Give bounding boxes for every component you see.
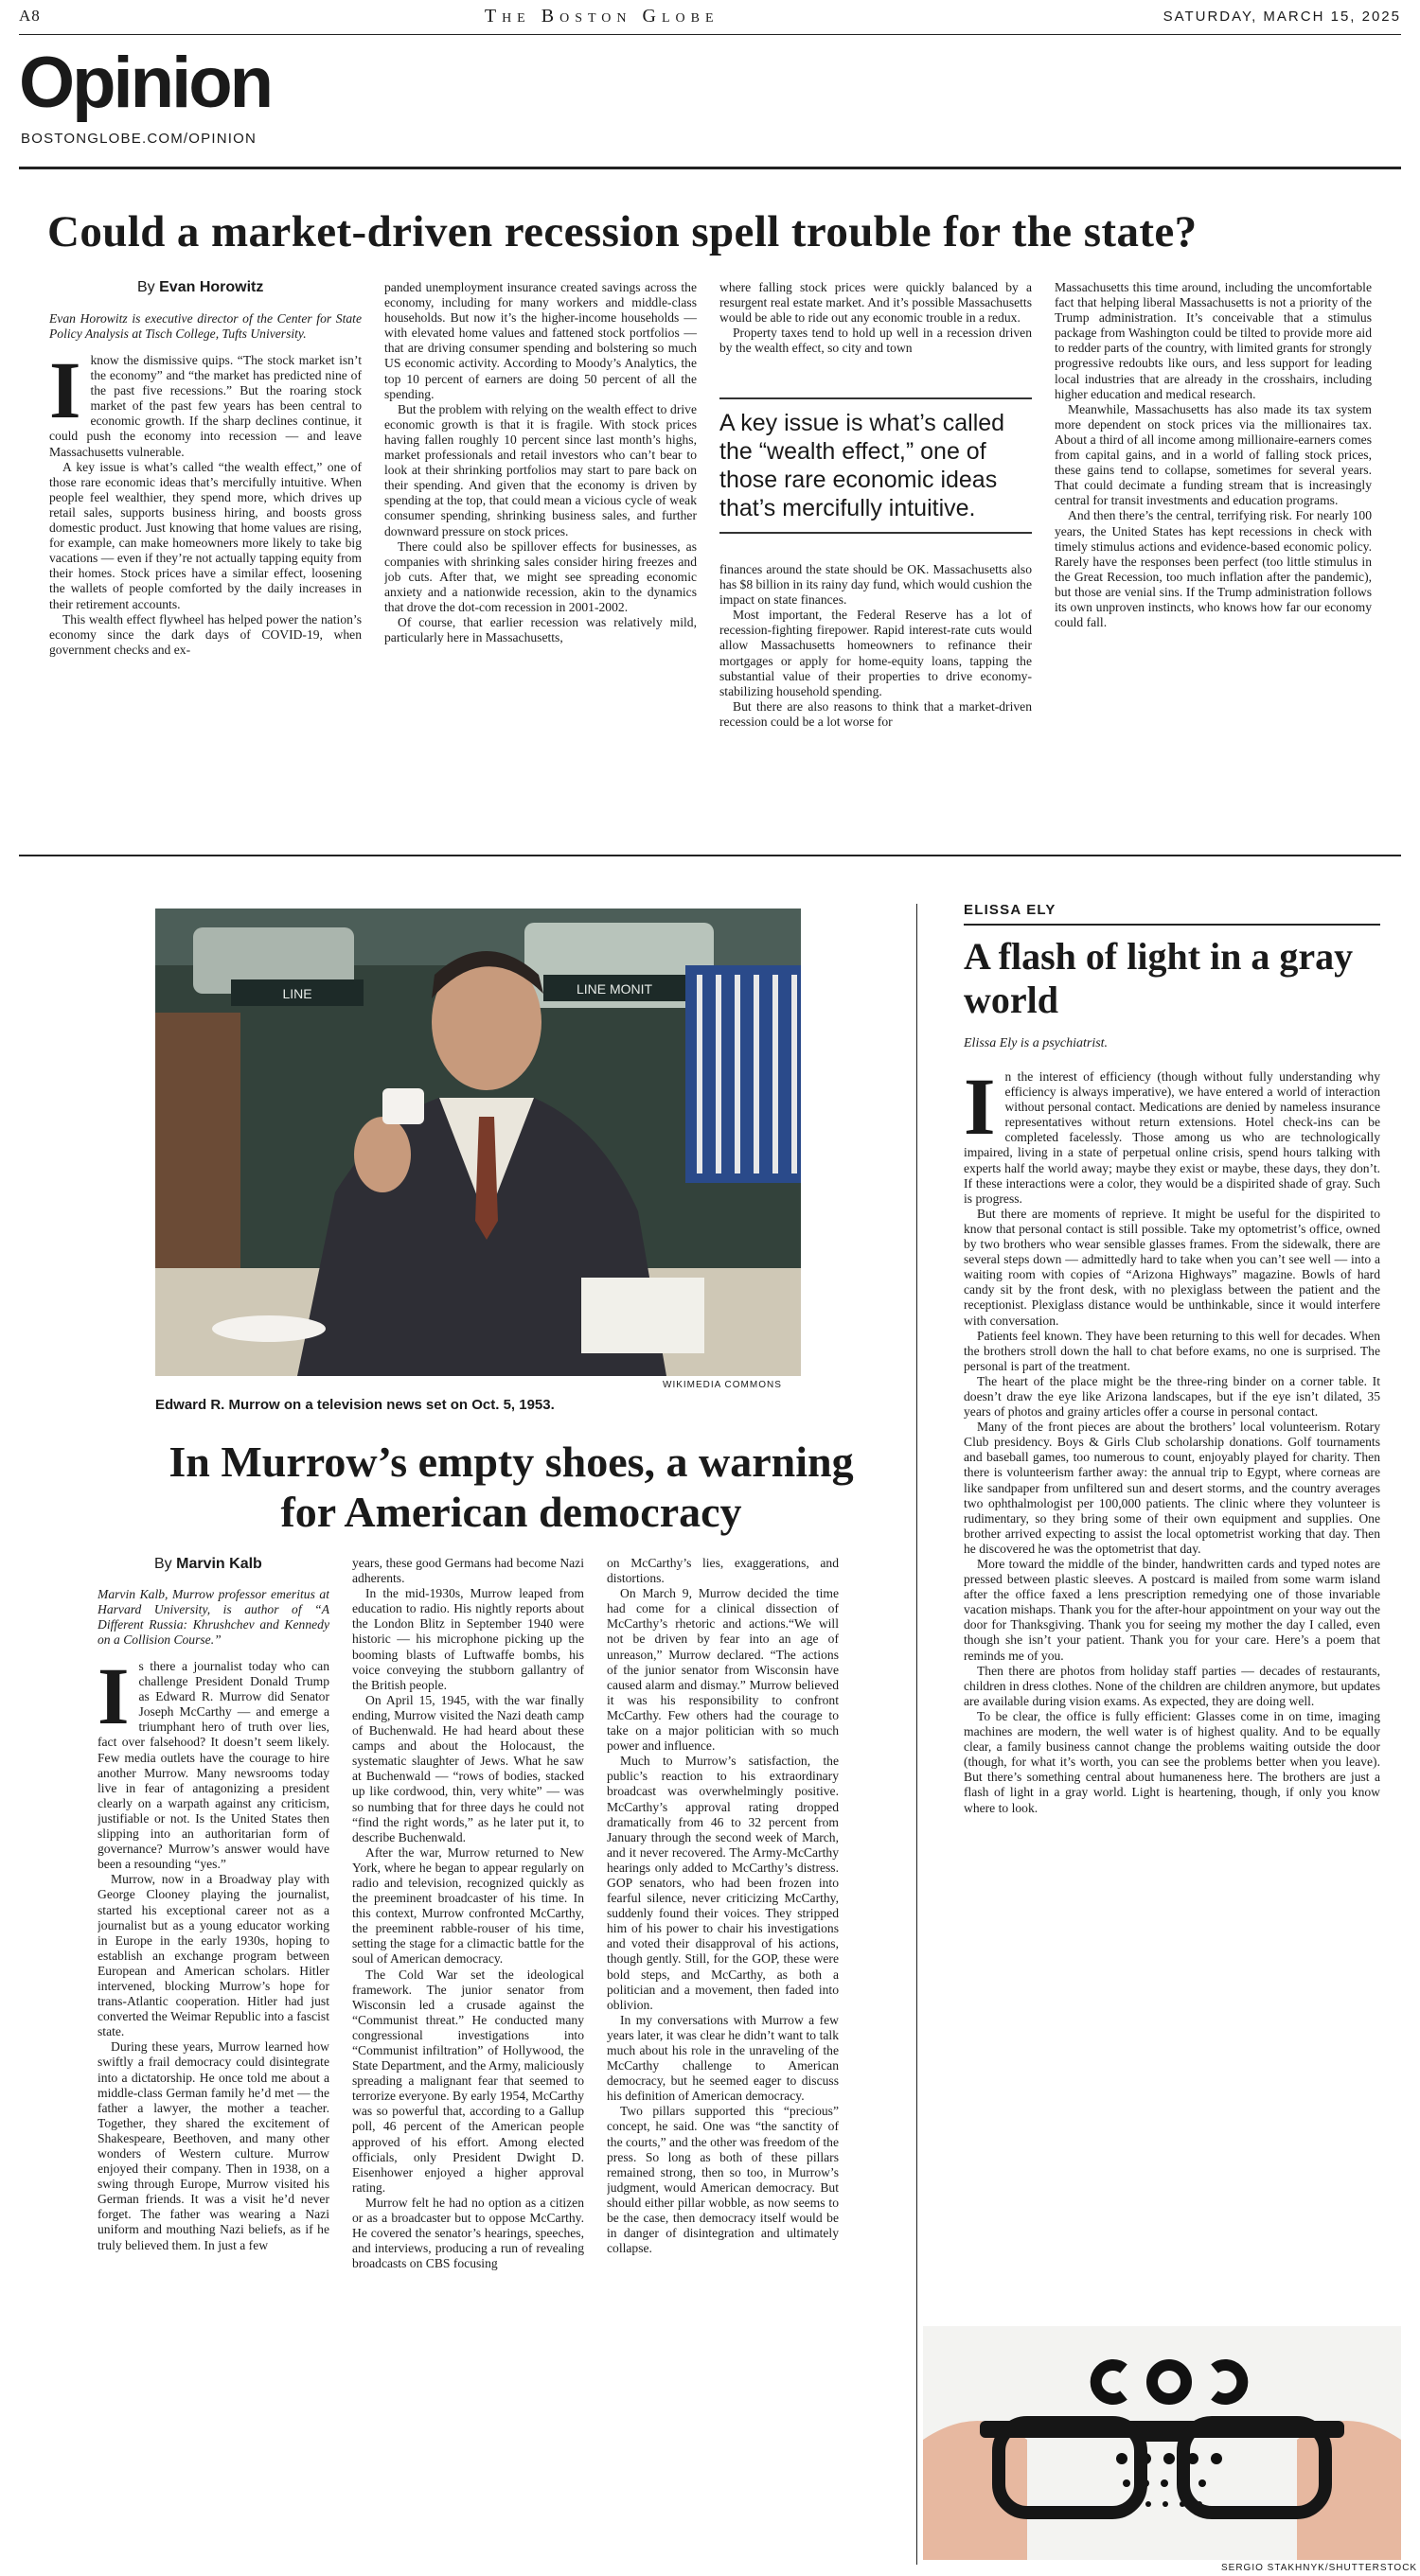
article1-paragraph: Massachusetts this time around, including the uncomfortable fact that helping liberal Massachusetts is not a priority of the Trump administration. It’s conceivable that a stimulus package from Washington could be tilted to provide more aid to redder parts of the country, with limited grants for strongly progressive redoubts like ours, and less support for leading local industries that are already in the crosshairs, including higher education and medical research. [1055, 280, 1372, 401]
sign-left: LINE [282, 986, 312, 1001]
article2-paragraph: Murrow, now in a Broadway play with George Clooney playing the journalist, started his exceptional career not as a journalist but as a young educator working in Europe in the early 1930s, hoping to establish an exchange program between European and American scholars. Hitler intervened, blocking Murrow’s hope for trans-Atlantic cooperation. Hitler had just converted the Weimar Republic into a fascist state. [98, 1872, 329, 2039]
photo-caption: Edward R. Murrow on a television news set on Oct. 5, 1953. [155, 1397, 555, 1413]
article2-paragraph: On March 9, Murrow decided the time had come for a clinical dissection of McCarthy’s rhetoric and actions.“We will not be driven by fear into an age of unreason,” Murrow declared. “The actions of the junior senator from Wisconsin have caused alarm and dismay.” Murrow believed it was his responsibility to confront McCarthy. Few others had the courage to take on a major politician with so much power and influence. [607, 1586, 839, 1754]
sign-right: LINE MONIT [576, 981, 653, 997]
photo-credit: WIKIMEDIA COMMONS [663, 1380, 782, 1390]
article2-paragraph: In my conversations with Murrow a few years later, it was clear he didn’t want to talk much about his role in the unraveling of the McCarthy challenge to American democracy, but he seemed eager to discuss his definition of American democracy. [607, 2012, 839, 2104]
article2-paragraph: The Cold War set the ideological framework. The junior senator from Wisconsin led a crusade against the “Communist threat.” He conducted many congressional investigations into “Communist infiltration” of Hollywood, the State Department, and the Army, maliciously spreading a malignant fear that seemed to terrorize everyone. By early 1954, McCarthy was so powerful that, according to a Gallup poll, 46 percent of the American people approved of his effort. Among elected officials, only President Dwight D. Eisenhower enjoyed a higher approval rating. [352, 1967, 584, 2195]
article2-paragraph: Murrow felt he had no option as a citizen or as a broadcaster but to oppose McCarthy. He covered the senator’s hearings, speeches, and interviews, producing a run of revealing broadcasts on CBS focusing [352, 2195, 584, 2271]
article2-column-1 [98, 1587, 329, 2565]
article1-author-bio: Evan Horowitz is executive director of the Center for State Policy Analysis at Tisch College, Tufts University. [49, 311, 362, 341]
article-separator-rule [19, 855, 1401, 856]
article1-paragraph: where falling stock prices were quickly balanced by a resurgent real estate market. And it’s possible Massachusetts would be able to ride out any economic trouble in a redux. [719, 280, 1032, 326]
article2-paragraph: on McCarthy’s lies, exaggerations, and distortions. [607, 1556, 839, 1586]
murrow-illustration [155, 909, 801, 1376]
article1-paragraph: Most important, the Federal Reserve has a lot of recession-fighting firepower. Rapid interest-rate cuts would allow Massachusetts homeowners to refinance their mortgages or apply for home-equity loans, tapping the substantial value of their properties to drive economy-stabilizing household spending. [719, 608, 1032, 698]
article2-paragraph: years, these good Germans had become Nazi adherents. [352, 1556, 584, 1586]
article1-paragraph: And then there’s the central, terrifying risk. For nearly 100 years, the United States has kept recessions in check with timely stimulus actions and evidence-based economic policy. Rarely have the responses been perfect (too little stimulus in the Great Recession, too much inflation after the pandemic), but those are venial sins. If the Trump administration follows its own unproven instincts, who knows how far our economy could fall. [1055, 508, 1372, 630]
page-number: A8 [19, 7, 41, 25]
article3-column [964, 1069, 1380, 2319]
article2-headline: In Murrow’s empty shoes, a warning for American democracy [169, 1438, 854, 1536]
eye-chart-photo [923, 2326, 1401, 2560]
article3-paragraph: In the interest of efficiency (though without fully understanding why efficiency is always imperative), we have entered a world of interaction without personal contact. Medications are denied by nameless insurance representatives without return extensions. Hotel check-ins can be completed facelessly. Those among us who are technologically impaired, living in a state of perpetual online crisis, spend hours talking with experts half the world away; maybe they exist or maybe, these days, they don’t. If these interactions were a color, they would be a dispirited shade of gray. Such is progress. [964, 1069, 1380, 1206]
article2-paragraph: After the war, Murrow returned to New York, where he began to appear regularly on radio and television, recognized quickly as the preeminent broadcaster of his time. In this context, Murrow confronted McCarthy, the preeminent rabble-rouser of his time, setting the stage for a climactic battle for the soul of American democracy. [352, 1844, 584, 1967]
dropcap: I [49, 344, 81, 435]
article2-column-2 [352, 1556, 584, 2565]
article2-paragraph: Two pillars supported this “precious” concept, he said. One was “the sanctity of the courts,” and the other was freedom of the press. So long as both of these pillars remained strong, then so too, in Murrow’s judgment, would American democracy. But should either pillar wobble, as now seems to be the case, then democracy itself would be in danger of disintegration and ultimately collapse. [607, 2104, 839, 2256]
section-title: Opinion [19, 43, 272, 123]
kicker-rule [964, 924, 1380, 926]
article2-byline: By Marvin Kalb [154, 1556, 262, 1573]
article3-paragraph: But there are moments of reprieve. It might be useful for the dispirited to know that personal contact is still possible. Take my optometrist’s office, owned by two brothers who wear sensible glasses frames. From the sidewalk, there are several steps down — admittedly hard to take when you can’t see well — into a waiting room with copies of “Arizona Highways” magazine. Bowls of hard candy sit by the front desk, with no plexiglass between the patient and the receptionist. Plexiglass distance would be unthinkable, since it would interfere with conversation. [964, 1206, 1380, 1328]
photo-credit: SERGIO STAKHNYK/SHUTTERSTOCK [1221, 2563, 1418, 2573]
article3-author-bio: Elissa Ely is a psychiatrist. [964, 1036, 1109, 1050]
article1-paragraph: A key issue is what’s called “the wealth effect,” one of those rare economic ideas that’s mercifully intuitive. When people feel wealthier, they spend more, which drives up retail sales, supports business hiring, and boosts gross domestic product. Just knowing that home values are rising, for example, can make homeowners more likely to take big vacations — even if they’re not actually tapping equity from their homes. Stock prices have a similar effect, loosening the wallets of people comforted by the daily increases in their retirement accounts. [49, 459, 362, 611]
dropcap: I [98, 1650, 130, 1741]
article1-column-3a [719, 280, 1032, 390]
section-url: BOSTONGLOBE.COM/OPINION [21, 131, 257, 147]
article1-paragraph: Property taxes tend to hold up well in a recession driven by the wealth effect, so city and town [719, 326, 1032, 356]
article1-column-1 [49, 311, 362, 813]
article1-column-2 [384, 280, 697, 815]
masthead-rule [19, 34, 1401, 35]
article2-paragraph: In the mid-1930s, Murrow leaped from education to radio. His nightly reports about the London Blitz in September 1940 were historic — his microphone picking up the booming blasts of Luftwaffe bombs, his voice conveying the stubborn gallantry of the British people. [352, 1586, 584, 1692]
article1-paragraph: Iknow the dismissive quips. “The stock market isn’t the economy” and “the market has predicted nine of the past five recessions.” But the roaring stock market of the past few years has been central to economic growth. If the sharp declines continue, it could push the economy into recession — and leave Massachusetts vulnerable. [49, 344, 362, 459]
article1-paragraph: But the problem with relying on the wealth effect to drive economic growth is that it is fragile. With stock prices having fallen roughly 10 percent since last month’s highs, market professionals and retail investors who can’t bear to look at their shrinking portfolios may start to pare back on their spending. And given that the economy is driven by spending at the top, that could mean a vicious cycle of weak consumer spending, shrinking business sales, and further downward pressure on stock prices. [384, 401, 697, 538]
article1-paragraph: finances around the state should be OK. Massachusetts also has $8 billion in its rainy day fund, which would cushion the impact on state finances. [719, 562, 1032, 608]
eye-chart-illustration [923, 2326, 1401, 2560]
article1-paragraph: panded unemployment insurance created savings across the economy, including for many workers and middle-class households. But now it’s the higher-income households — with elevated home values and fattened stock portfolios — that are driving consumer spending and bolstering so much US economic activity. According to Moody’s Analytics, the top 10 percent of earners are doing 50 percent of all the spending. [384, 280, 697, 401]
article3-paragraph: The heart of the place might be the three-ring binder on a corner table. It doesn’t draw the eye like Arizona landscapes, but if the eye isn’t dilated, 35 years of photos and grainy articles offer a course in personal contact. [964, 1373, 1380, 1420]
newspaper-name: The Boston Globe [484, 5, 719, 26]
section-rule [19, 167, 1401, 169]
article1-paragraph: This wealth effect flywheel has helped power the nation’s economy since the dark days of COVID-19, when government checks and ex- [49, 611, 362, 657]
article1-headline: Could a market-driven recession spell trouble for the state? [47, 207, 1198, 256]
article2-paragraph: Much to Murrow’s satisfaction, the public’s reaction to his extraordinary broadcast was overwhelmingly positive. McCarthy’s approval rating dropped dramatically from 46 to 32 percent from January through the second week of March, and it never recovered. The Army-McCarthy hearings only added to McCarthy’s distress. GOP senators, who had been frozen into fearful silence, never criticizing McCarthy, suddenly found their voices. They stripped him of his power to chair his investigations and voted their disapproval of his actions, though gently. Still, for the GOP, these were bold steps, and McCarthy, as both a politician and a movement, then faded into oblivion. [607, 1754, 839, 2012]
article2-paragraph: On April 15, 1945, with the war finally ending, Murrow visited the Nazi death camp of Buchenwald. He had heard about these camps and about the Holocaust, the systematic slaughter of Jews. What he saw at Buchenwald — “rows of bodies, stacked up like cordwood, thin, very white” — was so numbing that for three days he could not “find the right words,” as he later put it, to describe Buchenwald. [352, 1692, 584, 1844]
article2-author-bio: Marvin Kalb, Murrow professor emeritus at Harvard University, is author of “A Different Russia: Khrushchev and Kennedy on a Collision Course.” [98, 1587, 329, 1647]
article3-paragraph: More toward the middle of the binder, handwritten cards and typed notes are pressed between plastic sleeves. A postcard is mailed from some warm island after the office faxed a lens prescription remedying one of those invariable vacation mishaps. Thank you for the after-hour appointment on your way out the door for Thanksgiving. Thank you for seeing my mother the day I called, even though she isn’t your patient. Thank you for your care. Here’s a poem that reminds me of you. [964, 1557, 1380, 1663]
article1-paragraph: There could also be spillover effects for businesses, as companies with shrinking sales consider hiring freezes and job cuts. After that, we might see spreading economic anxiety and a nationwide recession, akin to the dynamics that drove the dot-com recession in 2001-2002. [384, 538, 697, 614]
article1-column-3b [719, 562, 1032, 813]
column-separator-rule [916, 904, 917, 2565]
article1-paragraph: Of course, that earlier recession was relatively mild, particularly here in Massachusetts, [384, 615, 697, 645]
article3-paragraph: Then there are photos from holiday staff parties — decades of restaurants, children in dress clothes. None of the children are children anymore, but updates are available during vision exams. As expected, they are doing well. [964, 1663, 1380, 1708]
article3-kicker: ELISSA ELY [964, 902, 1056, 918]
article1-byline: By Evan Horowitz [137, 279, 263, 296]
dropcap: I [964, 1069, 996, 1152]
article3-paragraph: Patients feel known. They have been returning to this well for decades. When the brothers stroll down the hall to chat before exams, no one is surprised. The personal is part of the treatment. [964, 1328, 1380, 1373]
article2-paragraph: During these years, Murrow learned how swiftly a frail democracy could disintegrate into a dictatorship. He once told me about a middle-class German family he’d met — the father a lawyer, the mother a teacher. Together, they shared the excitement of Shakespeare, Beethoven, and many other wonders of Western culture. Murrow enjoyed their company. Then in 1938, on a swing through Europe, Murrow visited his German friends. It was a visit he’d never forget. The father was wearing a Nazi uniform and mouthing Nazi beliefs, as if he truly believed them. In just a few [98, 2039, 329, 2252]
article3-paragraph: To be clear, the office is fully efficient: Glasses come in on time, imaging machines are modern, the well water is of highest quality. And to be equally clear, a family business cannot change the problems waiting outside the door (though, for what it’s worth, you can see the problems better when you leave). But there’s something central about humaneness here. The brothers are just a flash of light in a gray world. Light is heartening, though, if only you know where to look. [964, 1708, 1380, 1815]
article1-paragraph: Meanwhile, Massachusetts has also made its tax system more dependent on stock prices via the millionaires tax. About a third of all income among millionaire-earners comes from capital gains, and in a world of falling stock prices, these gains tend to collapse, sometimes for several years. That could decimate a funding stream that is increasingly central for transit investments and education programs. [1055, 401, 1372, 508]
issue-date: SATURDAY, MARCH 15, 2025 [1163, 8, 1401, 25]
article2-column-3 [607, 1556, 839, 2565]
article1-column-4 [1055, 280, 1372, 815]
article2-paragraph: Is there a journalist today who can challenge President Donald Trump as Edward R. Murrow did Senator Joseph McCarthy — and emerge a triumphant hero of truth over lies, fact over falsehood? It doesn’t seem likely. Few media outlets have the courage to hire another Murrow. Many newsrooms today live in fear of antagonizing a president clearly on a warpath against any criticism, justifiable or not. Is the United States then slipping into an authoritarian form of governance? Murrow’s answer would have been a resounding “yes.” [98, 1650, 329, 1872]
masthead [19, 0, 1401, 32]
article3-headline: A flash of light in a gray world [964, 935, 1354, 1021]
article3-paragraph: Many of the front pieces are about the brothers’ local volunteerism. Rotary Club presidency. Boys & Girls Club scholarship donations. Golf tournaments and baseball games, too numerous to count, enjoyably played for charity. Then there is volunteerism farther away: the annual trip to Egypt, where corneas are like sandpaper from unfiltered sun and desert storms, and the country averages two ophthalmologist per 100,000 patients. The clinic where they volunteer is rudimentary, so they bring some of their own equipment and supplies. One brother arrived expecting to assist the local optometrist working that day. Then he discovered he was the optometrist that day. [964, 1420, 1380, 1556]
murrow-photo [155, 909, 801, 1376]
article1-pullquote: A key issue is what’s called the “wealth effect,” one of those rare economic ideas that’s mercifully intuitive. [719, 397, 1032, 534]
article1-paragraph: But there are also reasons to think that a market-driven recession could be a lot worse for [719, 698, 1032, 729]
